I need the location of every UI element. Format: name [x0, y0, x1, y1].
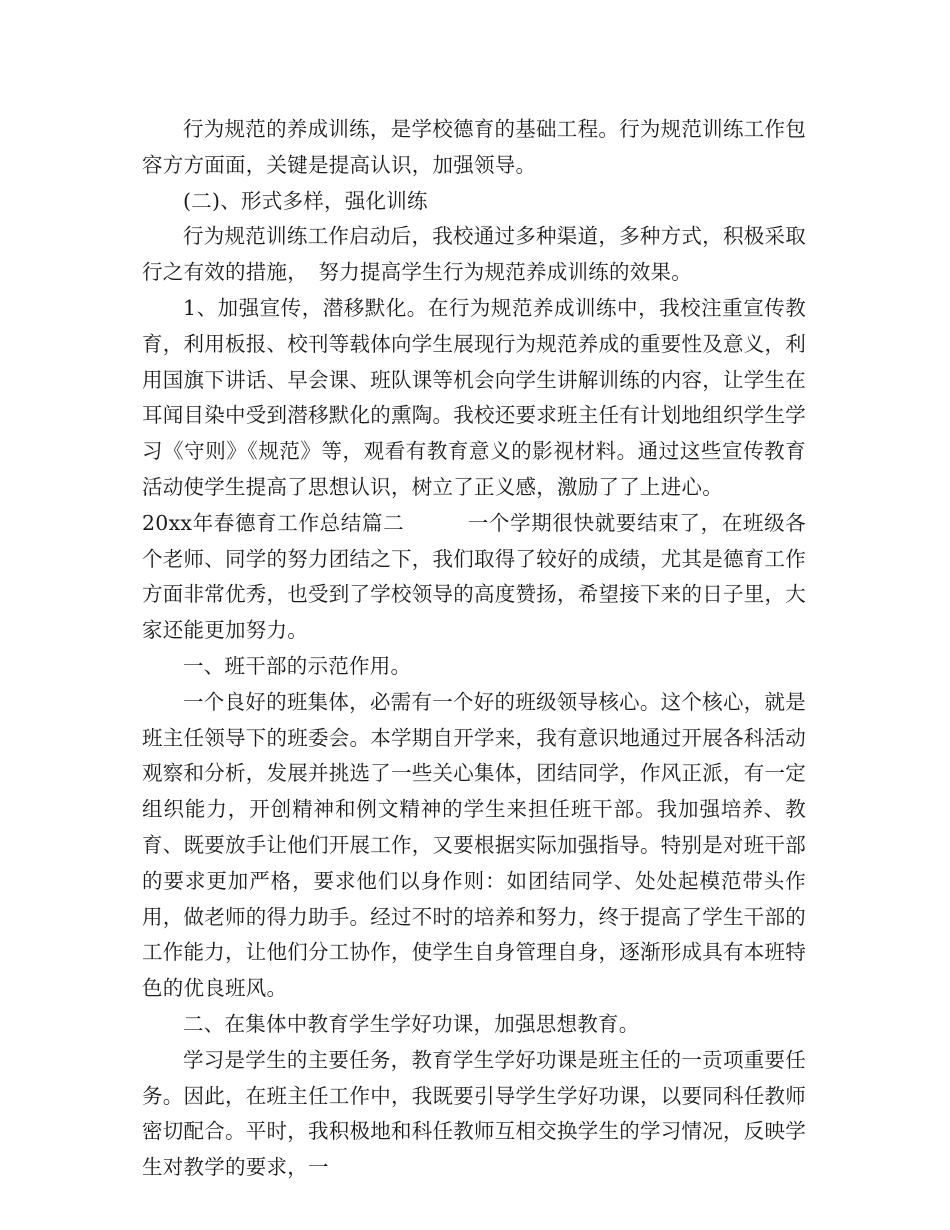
paragraph-6-heading: 一、班干部的示范作用。	[183, 653, 412, 678]
document-body	[142, 112, 806, 1186]
paragraph-3: 行为规范训练工作启动后，我校通过多种渠道，多种方式，积极采取行之有效的措施， 努力提高学生行为规范养成训练的效果。	[142, 224, 806, 285]
paragraph-5-section-title: 20xx年春德育工作总结篇二 一个学期很快就要结束了，在班级各个老师、同学的努力团结之下，我们取得了较好的成绩，尤其是德育工作方面非常优秀，也受到了学校领导的高度赞扬，希望接下来的日子里，大家还能更加努力。	[142, 510, 806, 643]
paragraph-7: 一个良好的班集体，必需有一个好的班级领导核心。这个核心，就是班主任领导下的班委会。本学期自开学来，我有意识地通过开展各科活动观察和分析，发展并挑选了一些关心集体，团结同学，作风正派，有一定组织能力，开创精神和例文精神的学生来担任班干部。我加强培养、教育、既要放手让他们开展工作，又要根据实际加强指导。特别是对班干部的要求更加严格，要求他们以身作则：如团结同学、处处起模范带头作用，做老师的得力助手。经过不时的培养和努力，终于提高了学生干部的工作能力，让他们分工协作，使学生自身管理自身，逐渐形成具有本班特色的优良班风。	[142, 689, 806, 1001]
paragraph-2-heading: (二)、形式多样，强化训练	[183, 188, 428, 213]
paragraph-4: 1、加强宣传，潜移默化。在行为规范养成训练中，我校注重宣传教育，利用板报、校刊等载体向学生展现行为规范养成的重要性及意义，利用国旗下讲话、早会课、班队课等机会向学生讲解训练的内容，让学生在耳闻目染中受到潜移默化的熏陶。我校还要求班主任有计划地组织学生学习《守则》《规范》等，观看有教育意义的影视材料。通过这些宣传教育活动使学生提高了思想认识，树立了正义感，激励了了上进心。	[142, 295, 806, 499]
paragraph-1: 行为规范的养成训练，是学校德育的基础工程。行为规范训练工作包容方方面面，关键是提高认识，加强领导。	[142, 117, 806, 177]
paragraph-8-heading: 二、在集体中教育学生学好功课，加强思想教育。	[183, 1011, 640, 1036]
paragraph-9: 学习是学生的主要任务，教育学生学好功课是班主任的一贡项重要任务。因此，在班主任工作中，我既要引导学生学好功课，以要同科任教师密切配合。平时，我积极地和科任教师互相交换学生的学习情况，反映学生对教学的要求，一	[142, 1047, 806, 1180]
